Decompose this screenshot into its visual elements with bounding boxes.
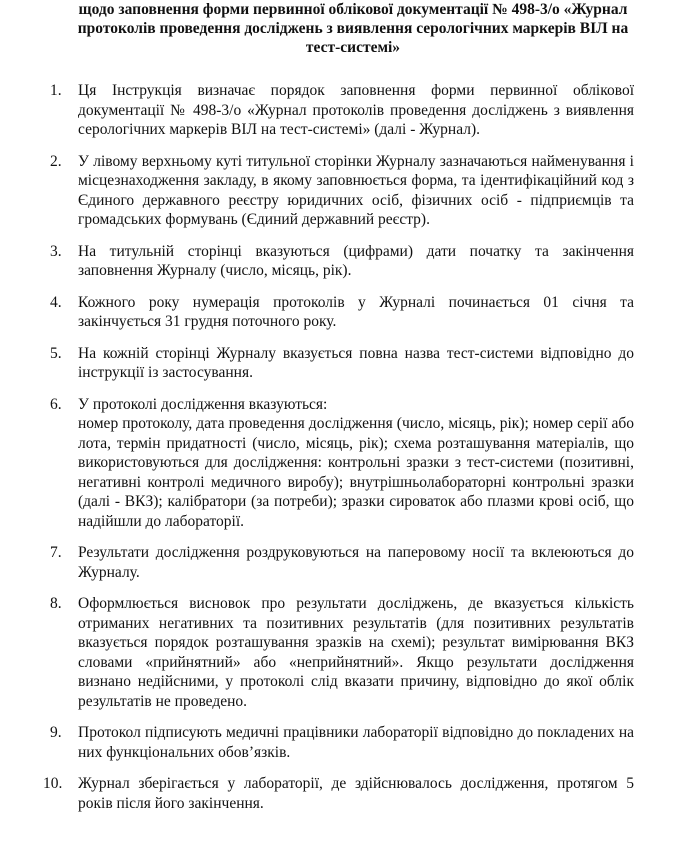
document-title: щодо заповнення форми первинної облікової документації № 498-3/о «Журнал протоколів проведення досліджень з виявлення серологічних маркерів ВІЛ на тест-системі» — [77, 1, 629, 56]
item-text: Кожного року нумерація протоколів у Журналі починається 01 січня та закінчується 31 грудня поточного року. — [78, 293, 634, 330]
item-number: 7. — [50, 544, 62, 561]
item-number: 10. — [43, 775, 63, 792]
list-item-5 — [0, 344, 700, 383]
list-item-8 — [0, 594, 700, 711]
item-text: На кожній сторінці Журналу вказується повна назва тест-системи відповідно до інструкції із застосування. — [78, 344, 634, 381]
item-text: Протокол підписують медичні працівники лабораторії відповідно до покладених на них функціональних обов’язків. — [78, 724, 634, 761]
list-item-10 — [0, 774, 700, 813]
item-text: У протоколі дослідження вказуються: — [78, 395, 328, 413]
list-item-3 — [0, 242, 700, 281]
item-number: 2. — [50, 152, 62, 170]
item-number: 6. — [50, 395, 62, 413]
list-item-1 — [0, 81, 700, 140]
list-item-2 — [0, 152, 700, 230]
item-number: 3. — [50, 242, 62, 260]
list-item-9 — [0, 723, 700, 762]
list-item-7 — [0, 543, 700, 582]
item-number: 4. — [50, 293, 62, 311]
item-text: Результати дослідження роздруковуються на паперовому носії та вклеюються до Журналу. — [78, 544, 634, 581]
item-number: 1. — [50, 82, 62, 99]
item-text: На титульній сторінці вказуються (цифрами) дати початку та закінчення заповнення Журналу (число, місяць, рік). — [78, 242, 634, 279]
list-item-4 — [0, 293, 700, 332]
item-text: У лівому верхньому куті титульної сторінки Журналу зазначаються найменування і місцезнаходження закладу, в якому заповнюється форма, та ідентифікаційний код з Єдиного державного реєстру юридичних осіб, фізичних осіб - підприємців та громадських формувань (Єдиний державний реєстр). — [78, 152, 634, 228]
item-number: 8. — [50, 595, 62, 612]
item-text: Оформлюється висновок про результати досліджень, де вказується кількість отриманих негативних та позитивних результатів (для позитивних результатів вказується порядок розташування зразків на схемі); результат вимірювання ВКЗ словами «прийнятний» або «неприйнятний». Якщо результати дослідження визнано недійсними, у протоколі слід вказати причину, відповідно до якої облік результатів не проведено. — [78, 595, 634, 710]
item-text: Ця Інструкція визначає порядок заповнення форми первинної облікової документації № 498-3/о «Журнал протоколів проведення досліджень з виявлення серологічних маркерів ВІЛ на тест-системі» (далі - Журнал). — [78, 82, 634, 138]
item-text: Журнал зберігається у лабораторії, де здійснювалось дослідження, протягом 5 років після його закінчення. — [78, 775, 634, 812]
instruction-list — [0, 81, 700, 825]
list-item-6 — [0, 395, 700, 532]
item-subtext: номер протоколу, дата проведення дослідження (число, місяць, рік); номер серії або лота, термін придатності (число, місяць, рік); схема розташування матеріалів, що використовуються для дослідження: контрольні зразки з тест-системи (позитивні, негативні контролі медичного виробу); внутрішньолабораторні контрольні зразки (далі - ВКЗ); калібратори (за потреби); зразки сироваток або плазми крові осіб, що надійшли до лабораторії. — [78, 415, 634, 530]
item-number: 9. — [50, 724, 62, 741]
item-number: 5. — [50, 344, 62, 362]
